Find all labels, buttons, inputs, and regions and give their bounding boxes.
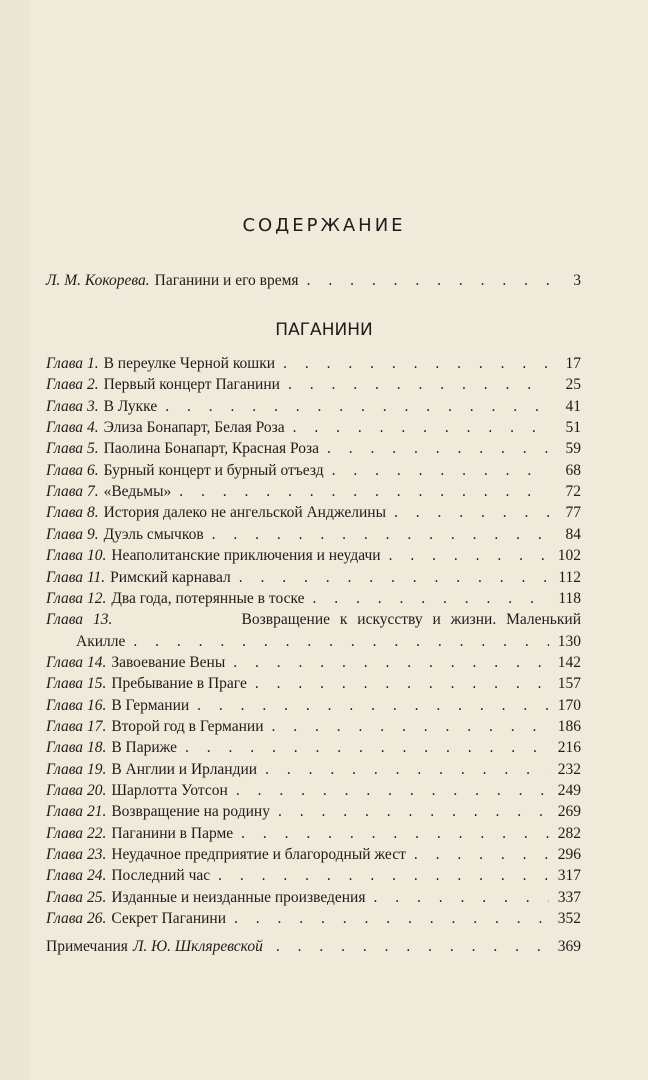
chapter-title: Первый концерт Паганини [103,376,280,394]
toc-entry-chapter[interactable] [46,483,581,504]
chapter-label: Глава 4. [46,419,99,437]
page-number: 352 [557,910,581,928]
dot-leader [272,718,549,736]
dot-leader [293,419,549,437]
chapter-label: Глава 23. [46,846,107,864]
page-number: 68 [565,461,581,479]
dot-leader [255,675,549,693]
chapter-title: В Англии и Ирландии [111,760,258,778]
toc-entry-chapter[interactable] [46,526,581,547]
page-title: СОДЕРЖАНИЕ [242,215,406,236]
toc-entry-chapter[interactable] [46,569,581,590]
toc-entry-chapter[interactable] [46,846,581,867]
dot-leader [414,846,549,864]
chapter-label: Глава 2. [46,376,99,394]
toc-entry-chapter[interactable] [46,611,581,632]
toc-entry-chapter[interactable] [46,504,581,525]
page-number: 282 [557,824,581,842]
dot-leader [283,355,549,373]
toc-entry-chapter[interactable] [46,462,581,483]
chapter-title: Неудачное предприятие и благородный жест [111,846,406,864]
chapter-label: Глава 12. [46,589,107,607]
chapter-title: Дуэль смычков [103,525,204,543]
chapter-title: В Лукке [103,397,158,415]
page-edge [0,0,30,1080]
dot-leader [218,867,549,885]
toc-entry-notes[interactable] [46,938,581,959]
dot-leader [197,697,549,715]
page-number: 170 [557,696,581,714]
toc-entry-chapter[interactable] [46,867,581,888]
chapter-title: Неаполитанские приключения и неудачи [111,547,381,565]
chapter-label: Глава 10. [46,547,107,565]
dot-leader [239,569,549,587]
chapter-title: Элиза Бонапарт, Белая Роза [103,419,285,437]
dot-leader [389,547,549,565]
chapter-title: Пребывание в Праге [111,675,247,693]
chapter-title-continued: Акилле [76,632,126,650]
page-number: 369 [557,938,581,955]
page-number: 317 [557,867,581,885]
chapter-title: Последний час [111,867,211,885]
chapter-label: Глава 20. [46,782,107,799]
toc-entry-continuation[interactable] [76,633,581,654]
chapter-title: Второй год в Германии [111,717,264,735]
chapter-title: «Ведьмы» [103,483,172,501]
chapter-label: Глава 19. [46,760,107,778]
chapter-title: Завоевание Вены [111,653,226,671]
chapter-label: Глава 15. [46,675,107,693]
page-number: 102 [557,547,581,565]
page-number: 84 [565,525,581,543]
page-number: 296 [557,846,581,864]
chapter-label: Глава 8. [46,504,99,522]
page-number: 59 [565,440,581,458]
chapter-label: Глава 18. [46,739,107,757]
dot-leader [332,462,549,480]
dot-leader [241,825,549,843]
toc-entry-chapter[interactable] [46,398,581,419]
chapter-title: Паолина Бонапарт, Красная Роза [103,440,319,458]
chapter-title: В Германии [111,696,190,714]
page-number: 41 [565,397,581,415]
page-number: 17 [565,355,581,372]
chapter-title: Паганини в Парме [111,824,234,842]
page-number: 3 [573,272,581,289]
chapter-label: Глава 3. [46,397,99,415]
chapter-title: В Париже [111,739,178,757]
dot-leader [165,398,549,416]
dot-leader [265,761,549,779]
page-number: 157 [557,675,581,693]
chapter-label: Глава 14. [46,653,107,671]
dot-leader [233,654,549,672]
page-number: 77 [565,504,581,522]
toc-entry-chapter[interactable] [46,547,581,568]
chapter-title: Римский карнавал [110,568,231,586]
section-heading: ПАГАНИНИ [275,320,373,340]
dot-leader [312,590,549,608]
chapter-label: Глава 11. [46,568,106,586]
chapter-label: Глава 25. [46,888,107,906]
chapter-label: Глава 6. [46,461,99,479]
toc-entry-chapter[interactable] [46,803,581,824]
dot-leader [394,504,549,522]
chapter-label: Глава 26. [46,910,107,928]
chapter-label: Глава 16. [46,696,107,714]
page-number: 118 [558,589,581,607]
toc-entry-chapter[interactable] [46,782,581,803]
dot-leader [278,803,549,821]
chapter-label: Глава 22. [46,824,107,842]
notes-title: Примечания [46,938,128,955]
notes-author: Л. Ю. Шкляревской [132,938,263,955]
chapter-title: Возвращение к искусству и жизни. Маленький [241,611,581,629]
chapter-title: Изданные и неизданные произведения [111,888,366,906]
chapter-title: В переулке Черной кошки [103,355,276,372]
chapter-title: Два года, потерянные в тоске [111,589,305,607]
toc-entry-chapter[interactable] [46,654,581,675]
page-number: 249 [557,782,581,799]
preface-title: Паганини и его время [154,272,299,289]
dot-leader [236,782,549,800]
page-number: 216 [557,739,581,757]
page-number: 25 [565,376,581,394]
toc-entry-chapter[interactable] [46,355,581,376]
toc-entry-chapter[interactable] [46,440,581,461]
chapter-title: Возвращение на родину [111,803,270,821]
dot-leader [276,938,549,956]
toc-entry-chapter[interactable] [46,590,581,611]
toc-entry-chapter[interactable] [46,675,581,696]
page-number: 337 [557,888,581,906]
chapter-title: История далеко не ангельской Анджелины [103,504,386,522]
page-number: 130 [557,632,581,650]
toc-entry-chapter[interactable] [46,825,581,846]
dot-leader [307,272,549,290]
chapter-label: Глава 21. [46,803,107,821]
chapter-label: Глава 5. [46,440,99,458]
chapter-label: Глава 1. [46,355,99,372]
dot-leader [185,739,549,757]
page-number: 142 [557,653,581,671]
toc-entry-chapter[interactable] [46,889,581,910]
chapter-title: Бурный концерт и бурный отъезд [103,461,324,479]
toc-entry-chapter[interactable] [46,739,581,760]
preface-author: Л. М. Кокорева. [46,272,150,289]
dot-leader [179,483,549,501]
page-number: 112 [558,568,581,586]
page-number: 72 [565,483,581,501]
chapter-label: Глава 24. [46,867,107,885]
chapter-label: Глава 9. [46,525,99,543]
toc-entry-chapter[interactable] [46,761,581,782]
dot-leader [327,440,549,458]
dot-leader [212,526,549,544]
toc-entry-preface[interactable] [46,272,581,293]
page-number: 186 [557,717,581,735]
chapter-label: Глава 13. [46,611,113,629]
chapter-title: Шарлотта Уотсон [111,782,228,799]
page-number: 269 [557,803,581,821]
dot-leader [133,633,549,651]
page-number: 51 [565,419,581,437]
chapter-title: Секрет Паганини [111,910,227,928]
toc-entry-chapter[interactable] [46,419,581,440]
page-number: 232 [557,760,581,778]
toc-entry-chapter[interactable] [46,910,581,931]
toc-entry-chapter[interactable] [46,697,581,718]
toc-entry-chapter[interactable] [46,718,581,739]
chapter-label: Глава 17. [46,717,107,735]
dot-leader [234,910,549,928]
toc-entry-chapter[interactable] [46,376,581,397]
dot-leader [373,889,549,907]
chapter-label: Глава 7. [46,483,99,501]
dot-leader [288,376,549,394]
